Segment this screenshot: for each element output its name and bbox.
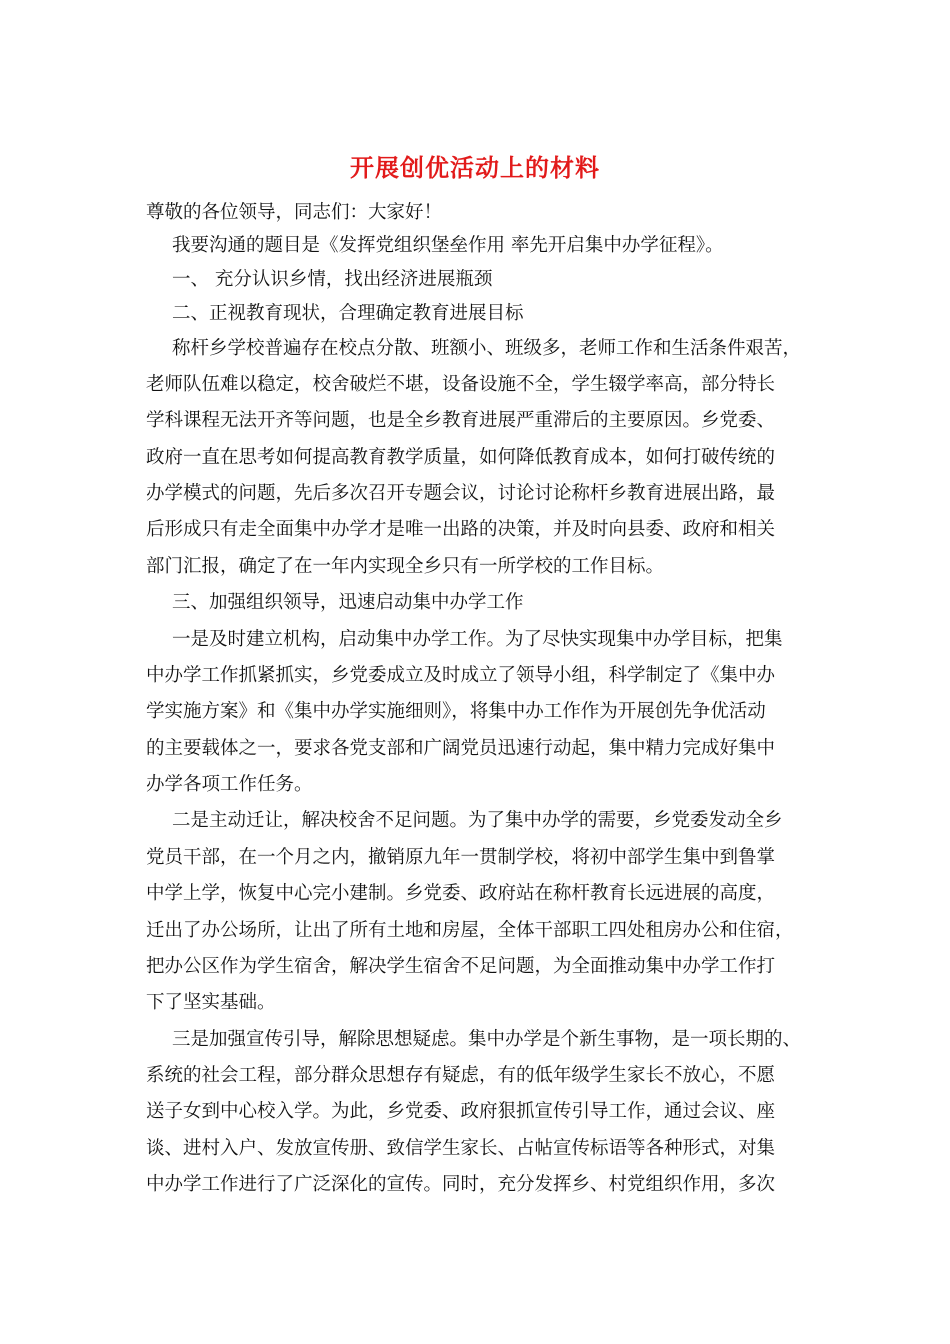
body-line: 的主要载体之一，要求各党支部和广阔党员迅速行动起，集中精力完成好集中	[146, 738, 776, 759]
body-line: 三是加强宣传引导，解除思想疑虑。集中办学是个新生事物，是一项长期的、	[172, 1029, 802, 1050]
section-heading: 三、加强组织领导，迅速启动集中办学工作	[172, 592, 524, 613]
body-line: 政府一直在思考如何提高教育教学质量，如何降低教育成本，如何打破传统的	[146, 447, 776, 468]
body-line: 迁出了办公场所，让出了所有土地和房屋，全体干部职工四处租房办公和住宿，	[146, 920, 794, 941]
body-line: 我要沟通的题目是《发挥党组织堡垒作用 率先开启集中办学征程》。	[172, 235, 724, 256]
body-line: 中办学工作抓紧抓实，乡党委成立及时成立了领导小组，科学制定了《集中办	[146, 665, 776, 686]
body-line: 系统的社会工程，部分群众思想存有疑虑，有的低年级学生家长不放心，不愿	[146, 1065, 776, 1086]
body-line: 下了坚实基础。	[146, 992, 276, 1013]
body-line: 部门汇报，确定了在一年内实现全乡只有一所学校的工作目标。	[146, 556, 665, 577]
body-line: 中学上学，恢复中心完小建制。乡党委、政府站在称杆教育长远进展的高度，	[146, 883, 776, 904]
document-title: 开展创优活动上的材料	[350, 153, 600, 182]
body-line: 一是及时建立机构，启动集中办学工作。为了尽快实现集中办学目标，把集	[172, 629, 783, 650]
body-line: 把办公区作为学生宿舍，解决学生宿舍不足问题，为全面推动集中办学工作打	[146, 956, 776, 977]
body-line: 办学各项工作任务。	[146, 774, 313, 795]
body-line: 学实施方案》和《集中办学实施细则》，将集中办工作作为开展创先争优活动	[146, 701, 766, 722]
body-line: 党员干部，在一个月之内，撤销原九年一贯制学校，将初中部学生集中到鲁掌	[146, 847, 776, 868]
section-heading: 二、正视教育现状，合理确定教育进展目标	[172, 303, 524, 324]
body-line: 二是主动迁让，解决校舍不足问题。为了集中办学的需要，乡党委发动全乡	[172, 810, 783, 831]
greeting-line: 尊敬的各位领导，同志们：大家好！	[146, 202, 443, 223]
body-line: 谈、进村入户、发放宣传册、致信学生家长、占帖宣传标语等各种形式，对集	[146, 1138, 776, 1159]
body-line: 办学模式的问题，先后多次召开专题会议，讨论讨论称杆乡教育进展出路，最	[146, 483, 776, 504]
section-heading: 一、 充分认识乡情，找出经济进展瓶颈	[172, 269, 493, 290]
body-line: 后形成只有走全面集中办学才是唯一出路的决策，并及时向县委、政府和相关	[146, 519, 776, 540]
body-line: 学科课程无法开齐等问题，也是全乡教育进展严重滞后的主要原因。乡党委、	[146, 410, 776, 431]
body-line: 送子女到中心校入学。为此，乡党委、政府狠抓宣传引导工作，通过会议、座	[146, 1101, 776, 1122]
body-line: 中办学工作进行了广泛深化的宣传。同时，充分发挥乡、村党组织作用，多次	[146, 1174, 776, 1195]
body-line: 称杆乡学校普遍存在校点分散、班额小、班级多，老师工作和生活条件艰苦，	[172, 338, 802, 359]
body-line: 老师队伍难以稳定，校舍破烂不堪，设备设施不全，学生辍学率高，部分特长	[146, 374, 776, 395]
